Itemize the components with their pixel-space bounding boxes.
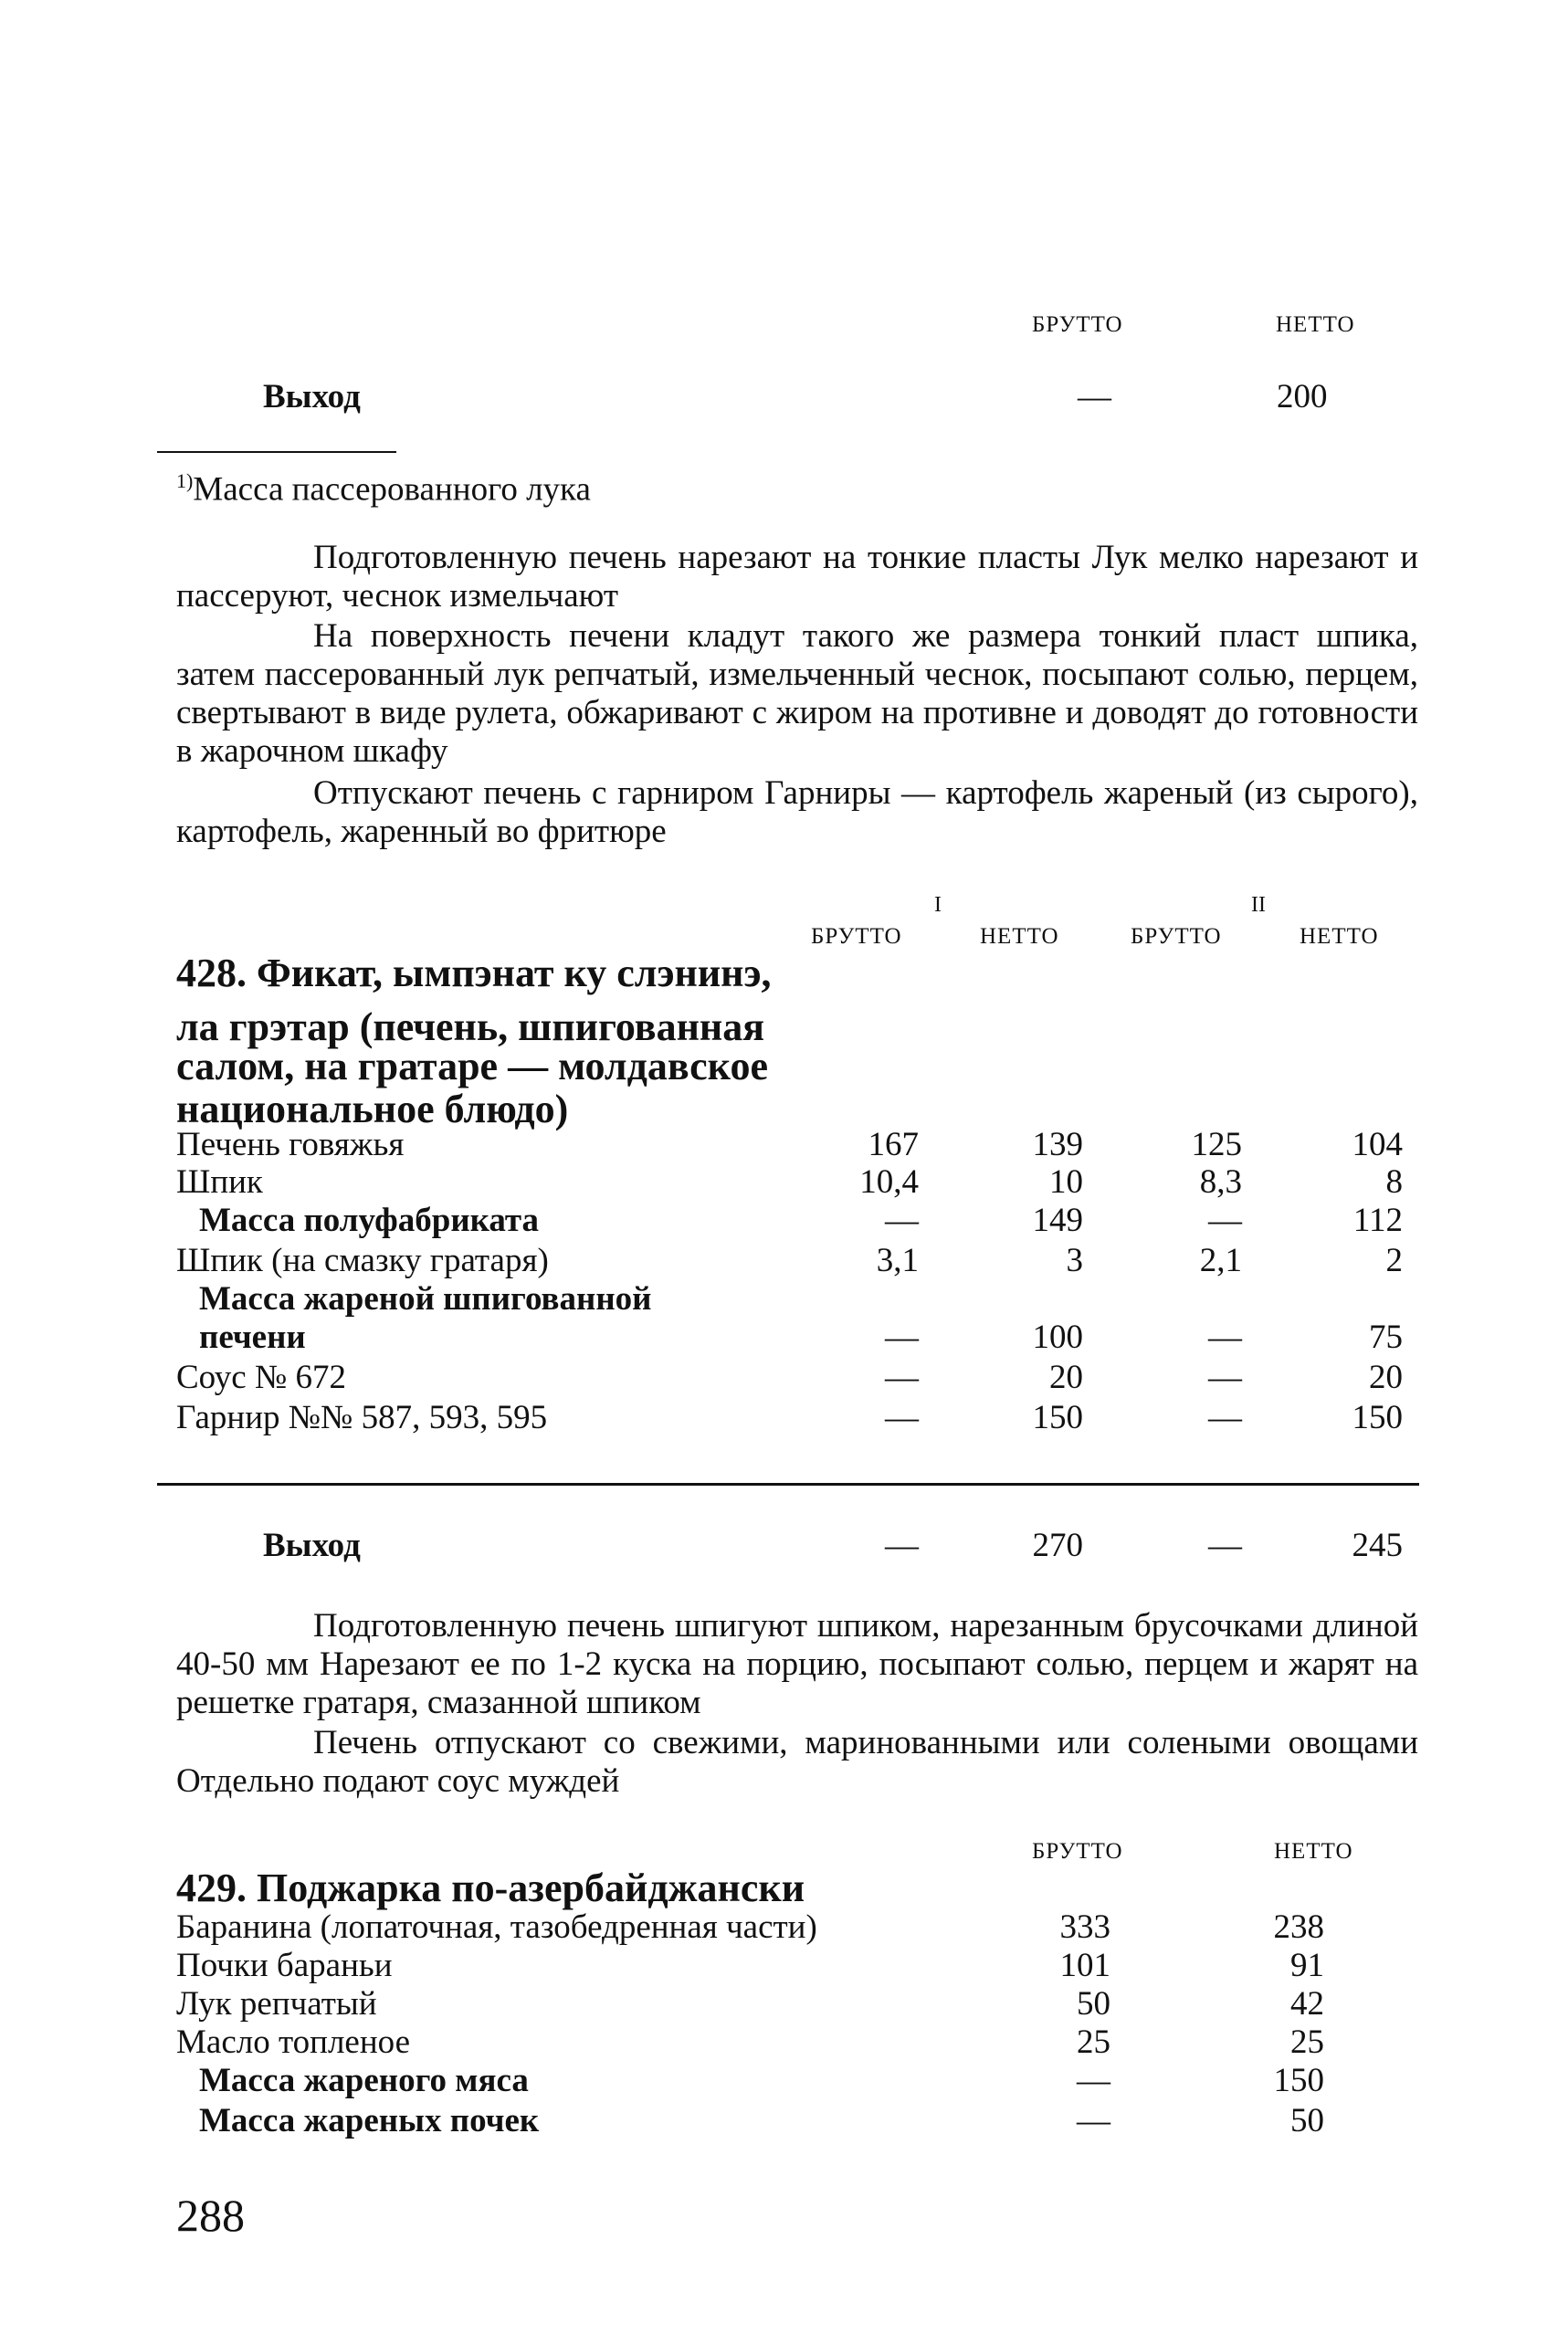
cell: 25 xyxy=(1077,2023,1110,2061)
cell: — xyxy=(885,1399,919,1436)
ingredient-label: Шпик xyxy=(176,1163,263,1201)
footnote xyxy=(176,462,591,509)
cell: 101 xyxy=(1059,1947,1110,1984)
cell: — xyxy=(1208,1319,1242,1356)
cell: 10,4 xyxy=(859,1163,919,1201)
cell: — xyxy=(1208,1527,1242,1564)
cell: 25 xyxy=(1290,2023,1324,2061)
cell: 75 xyxy=(1369,1319,1403,1356)
cell: 100 xyxy=(1032,1319,1083,1356)
cell: 150 xyxy=(1273,2062,1324,2099)
group-label-2: II xyxy=(1251,893,1266,917)
col-header-netto: НЕТТО xyxy=(1274,1839,1353,1864)
cell: 150 xyxy=(1032,1399,1083,1436)
cell: 3 xyxy=(1066,1242,1083,1279)
ingredient-label: Масса полуфабриката xyxy=(199,1202,540,1239)
cell: — xyxy=(885,1527,919,1564)
footnote-marker: 1) xyxy=(176,469,194,492)
col-header-brutto: БРУТТО xyxy=(1032,312,1123,337)
ingredient-label: Баранина (лопаточная, тазобедренная части) xyxy=(176,1908,817,1946)
ingredient-label: Гарнир №№ 587, 593, 595 xyxy=(176,1399,548,1436)
cell: 104 xyxy=(1352,1126,1403,1163)
cell: — xyxy=(1208,1399,1242,1436)
ingredient-label: Печень говяжья xyxy=(176,1126,405,1163)
cell: 2 xyxy=(1385,1242,1403,1279)
paragraph: Печень отпускают со свежими, маринованными или солеными овощами Отдельно подают соус муждей xyxy=(176,1724,1418,1800)
yield-netto: 200 xyxy=(1277,378,1328,415)
cell: 20 xyxy=(1049,1359,1083,1396)
ingredient-label: Масса жареных почек xyxy=(199,2102,540,2139)
cell: 149 xyxy=(1032,1202,1083,1239)
col-header-brutto: БРУТТО xyxy=(1032,1839,1123,1864)
yield-label: Выход xyxy=(263,378,361,415)
recipe-title-line: салом, на гратаре — молдавское xyxy=(176,1044,768,1088)
footnote-text: Масса пассерованного лука xyxy=(193,470,591,509)
cell: 20 xyxy=(1369,1359,1403,1396)
cell: — xyxy=(1208,1202,1242,1239)
ingredient-label: печени xyxy=(199,1319,306,1356)
paragraph: Подготовленную печень шпигуют шпиком, нарезанным брусочками длиной 40-50 мм Нарезают ее по 1-2 куска на порцию, посыпают солью, перцем и жарят на решетке гратаря, смазанной шпиком xyxy=(176,1607,1418,1721)
cell: 50 xyxy=(1077,1985,1110,2023)
cell: — xyxy=(885,1319,919,1356)
cell: — xyxy=(1077,2062,1110,2099)
ingredient-label: Масса жареного мяса xyxy=(199,2062,529,2099)
footnote-rule xyxy=(157,451,396,453)
recipe-title-line: ла грэтар (печень, шпигованная xyxy=(176,1004,765,1049)
cell: 50 xyxy=(1290,2102,1324,2139)
ingredient-label: Шпик (на смазку гратаря) xyxy=(176,1242,549,1279)
cell: — xyxy=(885,1359,919,1396)
cell: — xyxy=(1208,1359,1242,1396)
cell: — xyxy=(1077,2102,1110,2139)
yield-label: Выход xyxy=(263,1527,361,1564)
cell: 112 xyxy=(1352,1202,1403,1239)
ingredient-label: Соус № 672 xyxy=(176,1359,346,1396)
page-number: 288 xyxy=(176,2190,245,2241)
paragraph: Отпускают печень с гарниром Гарниры — картофель жареный (из сырого), картофель, жаренный во фритюре xyxy=(176,774,1418,850)
cell: 8 xyxy=(1385,1163,1403,1201)
col-header-brutto-2: БРУТТО xyxy=(1131,924,1222,949)
cell: 3,1 xyxy=(876,1242,919,1279)
table-rule xyxy=(157,1483,1419,1486)
recipe-title: 429. Поджарка по-азербайджански xyxy=(176,1866,805,1910)
cell: 2,1 xyxy=(1199,1242,1242,1279)
ingredient-label: Почки бараньи xyxy=(176,1947,393,1984)
ingredient-label: Лук репчатый xyxy=(176,1985,377,2023)
yield-brutto: — xyxy=(1078,378,1111,415)
col-header-netto-1: НЕТТО xyxy=(980,924,1059,949)
ingredient-label: Масса жареной шпигованной xyxy=(199,1280,652,1318)
cell: 125 xyxy=(1191,1126,1242,1163)
cell: 8,3 xyxy=(1199,1163,1242,1201)
recipe-title-line: 428. Фикат, ымпэнат ку слэнинэ, xyxy=(176,951,772,995)
recipe-title-line: национальное блюдо) xyxy=(176,1087,569,1131)
cell: 139 xyxy=(1032,1126,1083,1163)
cell: 150 xyxy=(1352,1399,1403,1436)
cell: 91 xyxy=(1290,1947,1324,1984)
cell: 167 xyxy=(868,1126,919,1163)
cell: 270 xyxy=(1032,1527,1083,1564)
cell: 245 xyxy=(1352,1527,1403,1564)
paragraph: На поверхность печени кладут такого же размера тонкий пласт шпика, затем пассерованный лук репчатый, измельченный чеснок, посыпают солью, перцем, свертывают в виде рулета, обжаривают с жиром на противне и доводят до готовности в жарочном шкафу xyxy=(176,617,1418,770)
cell: 238 xyxy=(1273,1908,1324,1946)
cell: — xyxy=(885,1202,919,1239)
col-header-netto-2: НЕТТО xyxy=(1300,924,1379,949)
col-header-netto: НЕТТО xyxy=(1276,312,1355,337)
cell: 333 xyxy=(1059,1908,1110,1946)
group-label-1: I xyxy=(934,893,942,917)
paragraph: Подготовленную печень нарезают на тонкие пласты Лук мелко нарезают и пассеруют, чеснок измельчают xyxy=(176,539,1418,615)
col-header-brutto-1: БРУТТО xyxy=(811,924,902,949)
cell: 10 xyxy=(1049,1163,1083,1201)
ingredient-label: Масло топленое xyxy=(176,2023,411,2061)
cell: 42 xyxy=(1290,1985,1324,2023)
